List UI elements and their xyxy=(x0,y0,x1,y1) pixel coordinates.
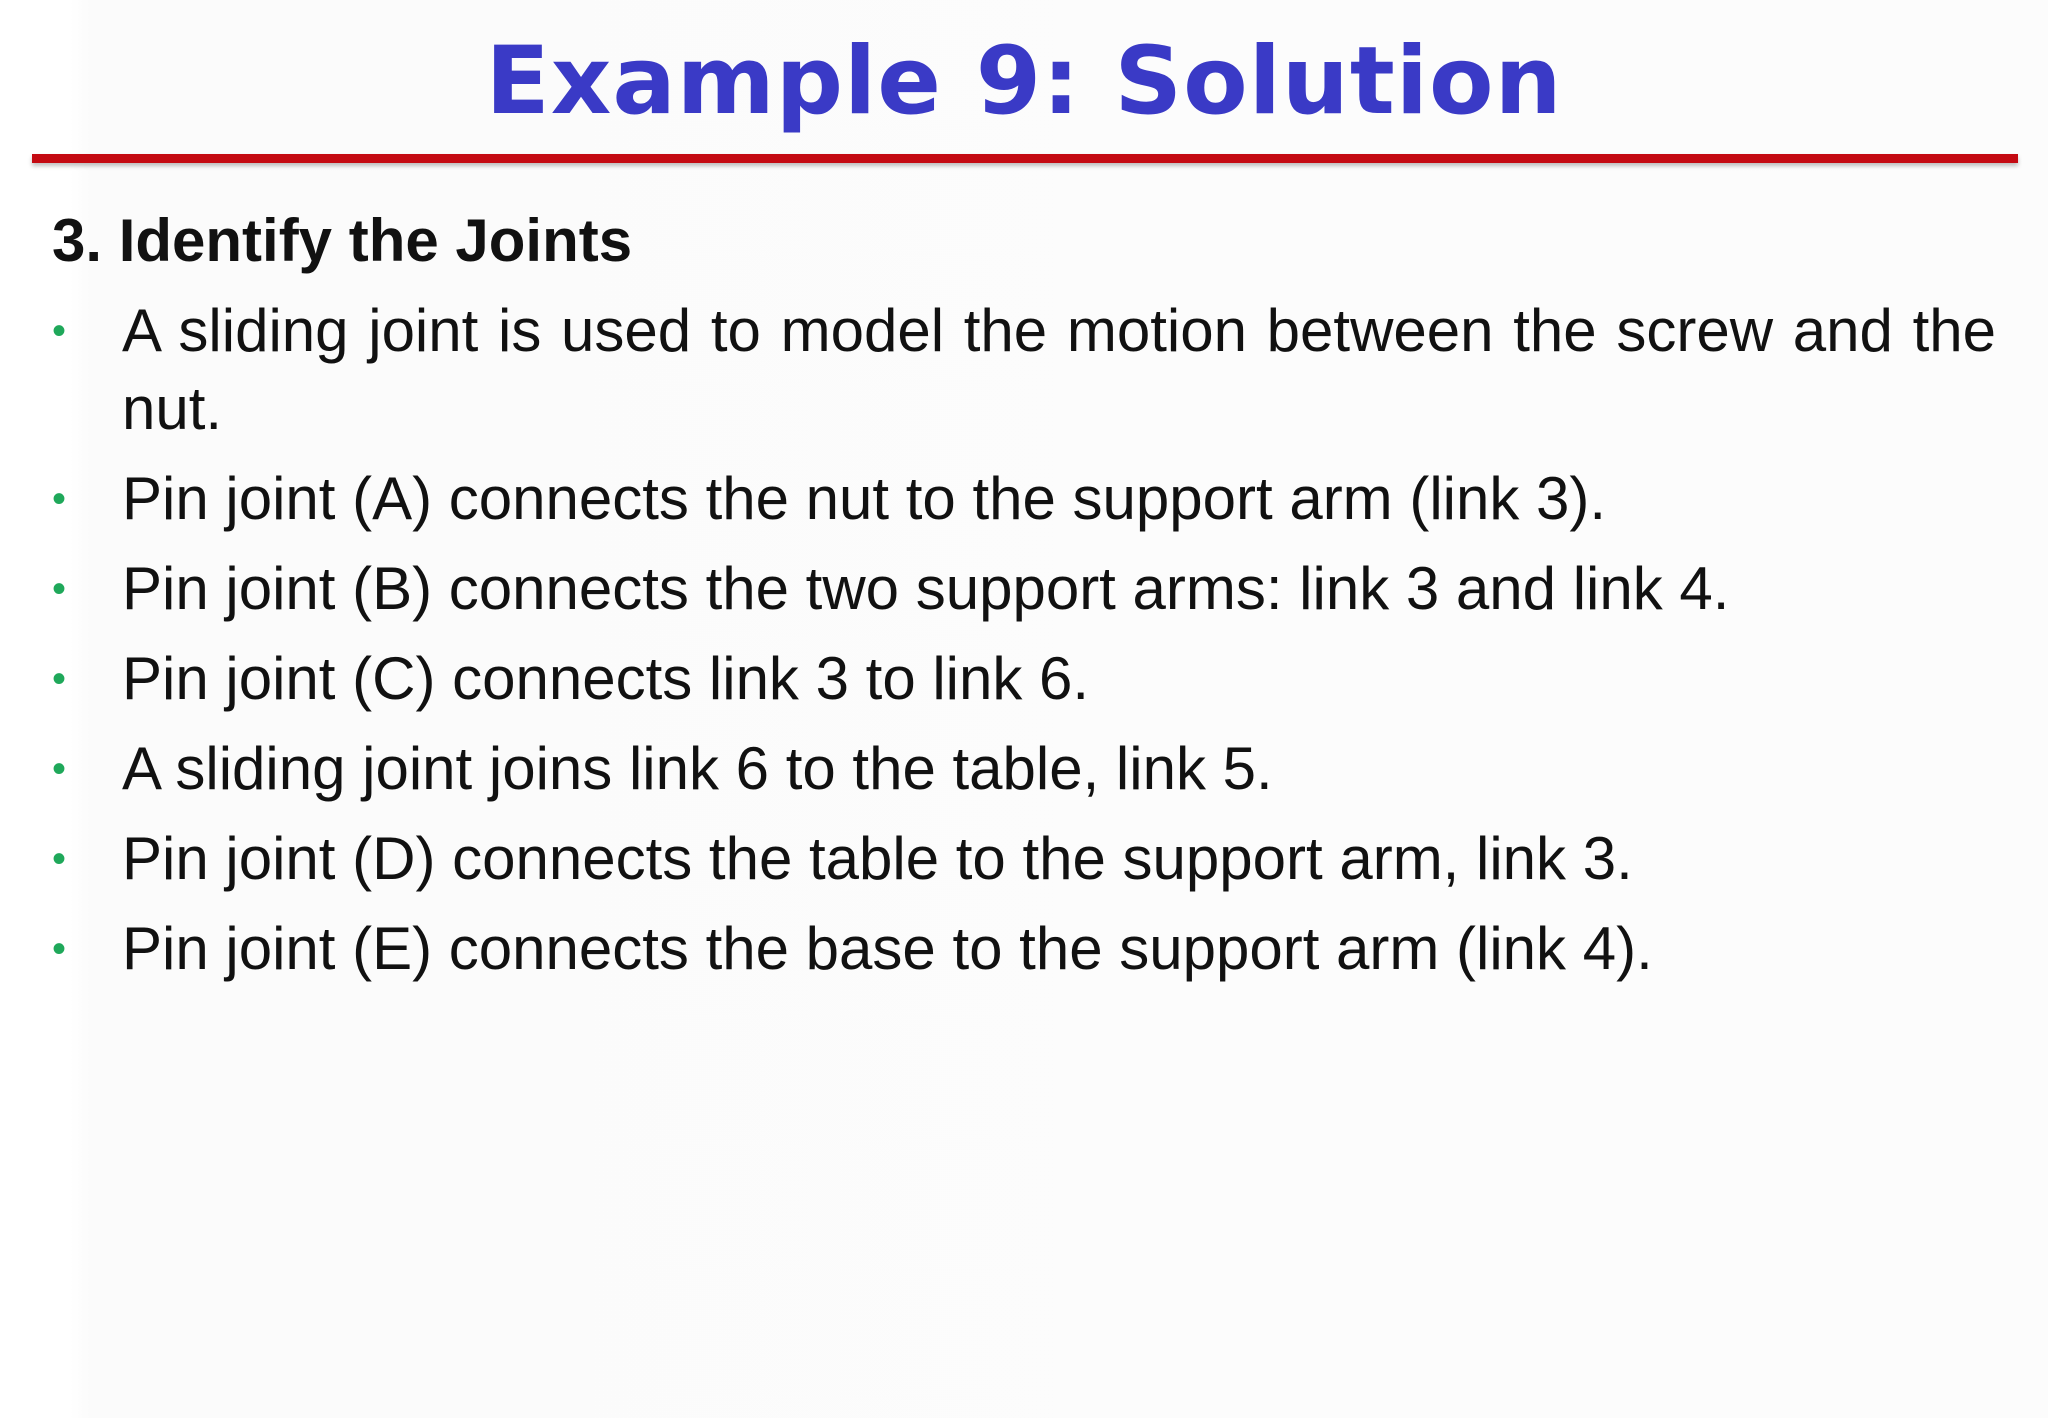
section-heading: 3. Identify the Joints xyxy=(52,207,633,274)
bullet-text: Pin joint (A) connects the nut to the support arm (link 3). xyxy=(122,465,1607,532)
bullet-item xyxy=(52,910,1996,988)
bullet-list xyxy=(52,292,1996,1000)
bullet-item xyxy=(52,550,1996,628)
bullet-dot-icon: • xyxy=(52,927,67,971)
bullet-dot-icon: • xyxy=(52,837,67,881)
bullet-text: A sliding joint joins link 6 to the table, link 5. xyxy=(122,735,1273,802)
bullet-text: A sliding joint is used to model the motion between the screw and the nut. xyxy=(122,297,1996,442)
bullet-item xyxy=(52,292,1996,448)
bullet-text: Pin joint (B) connects the two support arms: link 3 and link 4. xyxy=(122,555,1730,622)
bullet-item xyxy=(52,460,1996,538)
bullet-item xyxy=(52,640,1996,718)
bullet-text: Pin joint (E) connects the base to the support arm (link 4). xyxy=(122,915,1653,982)
title-divider xyxy=(32,154,2018,163)
bullet-dot-icon: • xyxy=(52,657,67,701)
bullet-dot-icon: • xyxy=(52,747,67,791)
bullet-dot-icon: • xyxy=(52,309,67,353)
slide-title: Example 9: Solution xyxy=(485,27,1563,136)
bullet-dot-icon: • xyxy=(52,477,67,521)
bullet-item xyxy=(52,820,1996,898)
bullet-item xyxy=(52,730,1996,808)
bullet-text: Pin joint (D) connects the table to the support arm, link 3. xyxy=(122,825,1633,892)
bullet-dot-icon: • xyxy=(52,567,67,611)
bullet-text: Pin joint (C) connects link 3 to link 6. xyxy=(122,645,1090,712)
